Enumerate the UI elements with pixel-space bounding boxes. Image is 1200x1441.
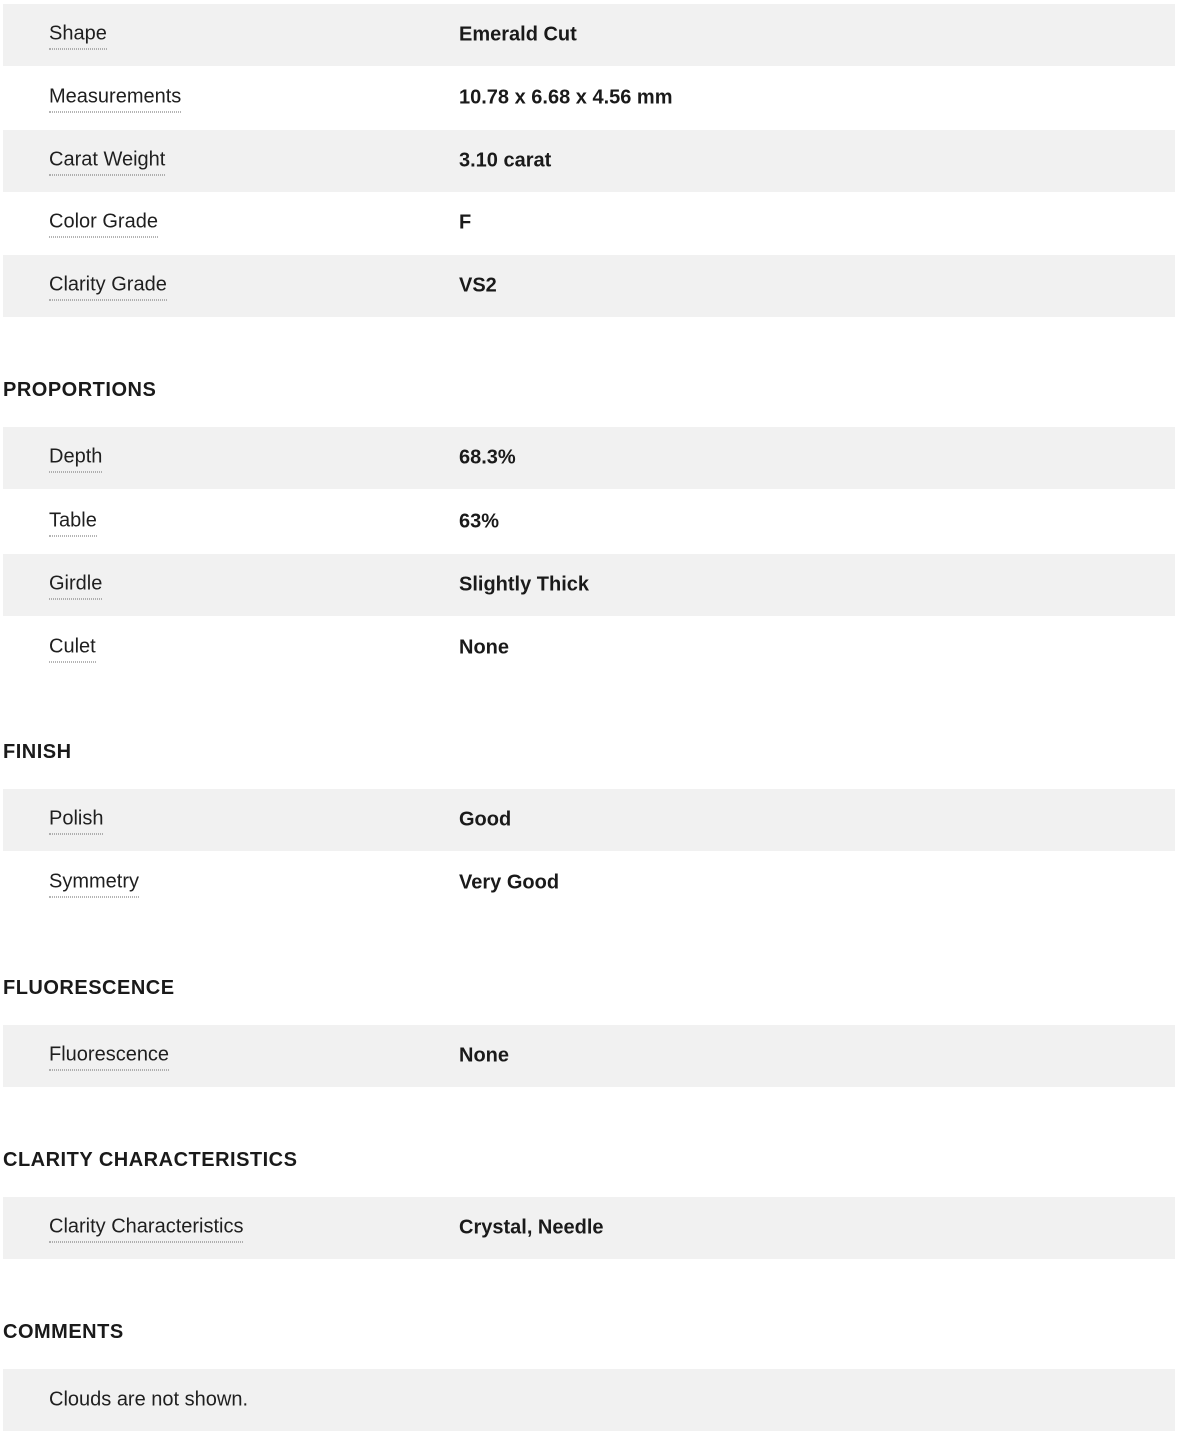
label-shape[interactable]: Shape — [49, 21, 107, 50]
value-girdle: Slightly Thick — [459, 573, 590, 596]
row-culet — [3, 617, 1175, 679]
value-color-grade: F — [459, 211, 472, 234]
label-depth[interactable]: Depth — [49, 444, 102, 473]
row-clarity-characteristics — [3, 1197, 1175, 1259]
row-fluorescence — [3, 1025, 1175, 1087]
label-measurements[interactable]: Measurements — [49, 84, 181, 113]
label-color-grade[interactable]: Color Grade — [49, 209, 158, 238]
value-fluorescence: None — [459, 1044, 509, 1067]
value-measurements: 10.78 x 6.68 x 4.56 mm — [459, 86, 673, 109]
section-heading-clarity-characteristics: CLARITY CHARACTERISTICS — [3, 1149, 298, 1171]
label-fluorescence[interactable]: Fluorescence — [49, 1042, 169, 1071]
row-carat-weight — [3, 130, 1175, 192]
section-heading-finish: FINISH — [3, 741, 72, 763]
row-clarity-grade — [3, 255, 1175, 317]
value-carat-weight: 3.10 carat — [459, 149, 552, 172]
value-depth: 68.3% — [459, 446, 516, 469]
value-symmetry: Very Good — [459, 871, 560, 894]
row-measurements — [3, 67, 1175, 129]
label-symmetry[interactable]: Symmetry — [49, 869, 139, 898]
section-heading-proportions: PROPORTIONS — [3, 379, 157, 401]
label-girdle[interactable]: Girdle — [49, 571, 102, 600]
section-heading-comments: COMMENTS — [3, 1321, 124, 1343]
label-polish[interactable]: Polish — [49, 806, 103, 835]
value-culet: None — [459, 636, 509, 659]
label-clarity-grade[interactable]: Clarity Grade — [49, 272, 167, 301]
value-clarity-grade: VS2 — [459, 274, 497, 297]
value-shape: Emerald Cut — [459, 23, 577, 46]
value-polish: Good — [459, 808, 512, 831]
row-color-grade — [3, 192, 1175, 254]
section-heading-fluorescence: FLUORESCENCE — [3, 977, 175, 999]
row-table — [3, 491, 1175, 553]
row-symmetry — [3, 852, 1175, 914]
label-carat-weight[interactable]: Carat Weight — [49, 147, 165, 176]
comment-text: Clouds are not shown. — [49, 1388, 249, 1411]
row-comments — [3, 1369, 1175, 1431]
row-polish — [3, 789, 1175, 851]
label-clarity-characteristics[interactable]: Clarity Characteristics — [49, 1214, 243, 1243]
label-table[interactable]: Table — [49, 508, 97, 537]
row-shape — [3, 4, 1175, 66]
row-depth — [3, 427, 1175, 489]
label-culet[interactable]: Culet — [49, 634, 96, 663]
value-clarity-characteristics: Crystal, Needle — [459, 1216, 604, 1239]
value-table: 63% — [459, 510, 500, 533]
row-girdle — [3, 554, 1175, 616]
